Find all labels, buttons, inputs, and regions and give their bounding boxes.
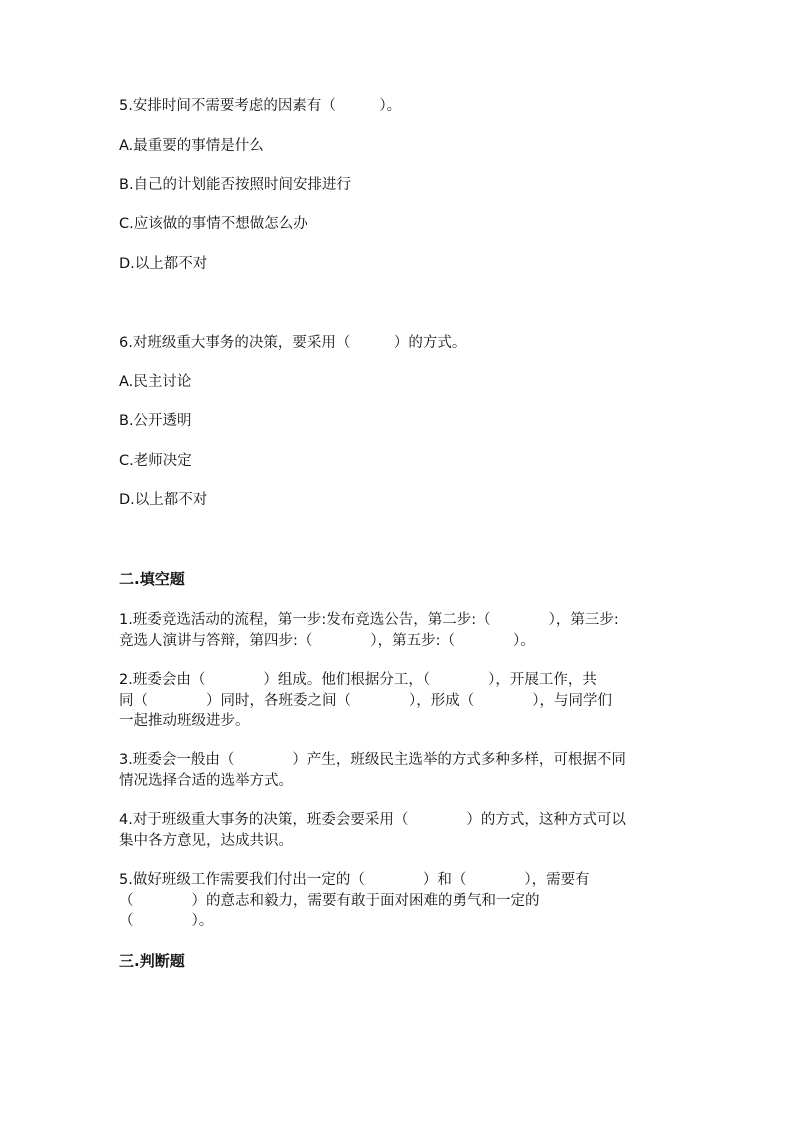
question-6-option-b: B.公开透明 bbox=[119, 413, 192, 429]
fill-question-3-line-2: 情况选择合适的选举方式。 bbox=[119, 772, 293, 789]
fill-question-5 bbox=[119, 870, 675, 932]
question-5-option-d: D.以上都不对 bbox=[119, 256, 208, 272]
question-6-option-d: D.以上都不对 bbox=[119, 492, 208, 508]
fill-question-3 bbox=[119, 750, 675, 791]
fill-question-2-line-1: 2.班委会由（ ）组成。他们根据分工，（ ），开展工作，共 bbox=[119, 672, 597, 688]
section-3-title: 三.判断题 bbox=[119, 952, 185, 970]
question-5-stem: 5.安排时间不需要考虑的因素有（ ）。 bbox=[119, 98, 402, 114]
question-6-option-a: A.民主讨论 bbox=[119, 374, 192, 390]
fill-question-2 bbox=[119, 670, 675, 732]
fill-question-5-line-2: （ ）的意志和毅力，需要有敢于面对困难的勇气和一定的 bbox=[119, 892, 540, 909]
fill-question-1-line-1: 1.班委竞选活动的流程，第一步:发布竞选公告，第二步:（ ），第三步: bbox=[119, 612, 619, 628]
fill-question-3-line-1: 3.班委会一般由（ ）产生，班级民主选举的方式多种多样，可根据不同 bbox=[119, 752, 626, 768]
fill-question-1-line-2: 竞选人演讲与答辩，第四步:（ ），第五步:（ ）。 bbox=[119, 632, 535, 649]
question-5-option-c: C.应该做的事情不想做怎么办 bbox=[119, 216, 308, 232]
section-2-title: 二.填空题 bbox=[119, 570, 185, 588]
question-6-option-c: C.老师决定 bbox=[119, 453, 192, 469]
question-6-stem: 6.对班级重大事务的决策，要采用（ ）的方式。 bbox=[119, 335, 467, 351]
fill-question-4 bbox=[119, 810, 675, 851]
fill-question-1 bbox=[119, 610, 675, 651]
question-5-option-b: B.自己的计划能否按照时间安排进行 bbox=[119, 177, 352, 193]
fill-question-5-line-3: （ ）。 bbox=[119, 913, 214, 929]
fill-question-2-line-2: 同（ ）同时，各班委之间（ ），形成（ ），与同学们 bbox=[119, 692, 612, 709]
fill-question-5-line-1: 5.做好班级工作需要我们付出一定的（ ）和（ ），需要有 bbox=[119, 872, 590, 888]
fill-question-4-line-2: 集中各方意见，达成共识。 bbox=[119, 832, 293, 849]
fill-question-4-line-1: 4.对于班级重大事务的决策，班委会要采用（ ）的方式，这种方式可以 bbox=[119, 812, 626, 828]
question-5-option-a: A.最重要的事情是什么 bbox=[119, 138, 264, 154]
fill-question-2-line-3: 一起推动班级进步。 bbox=[119, 713, 250, 729]
